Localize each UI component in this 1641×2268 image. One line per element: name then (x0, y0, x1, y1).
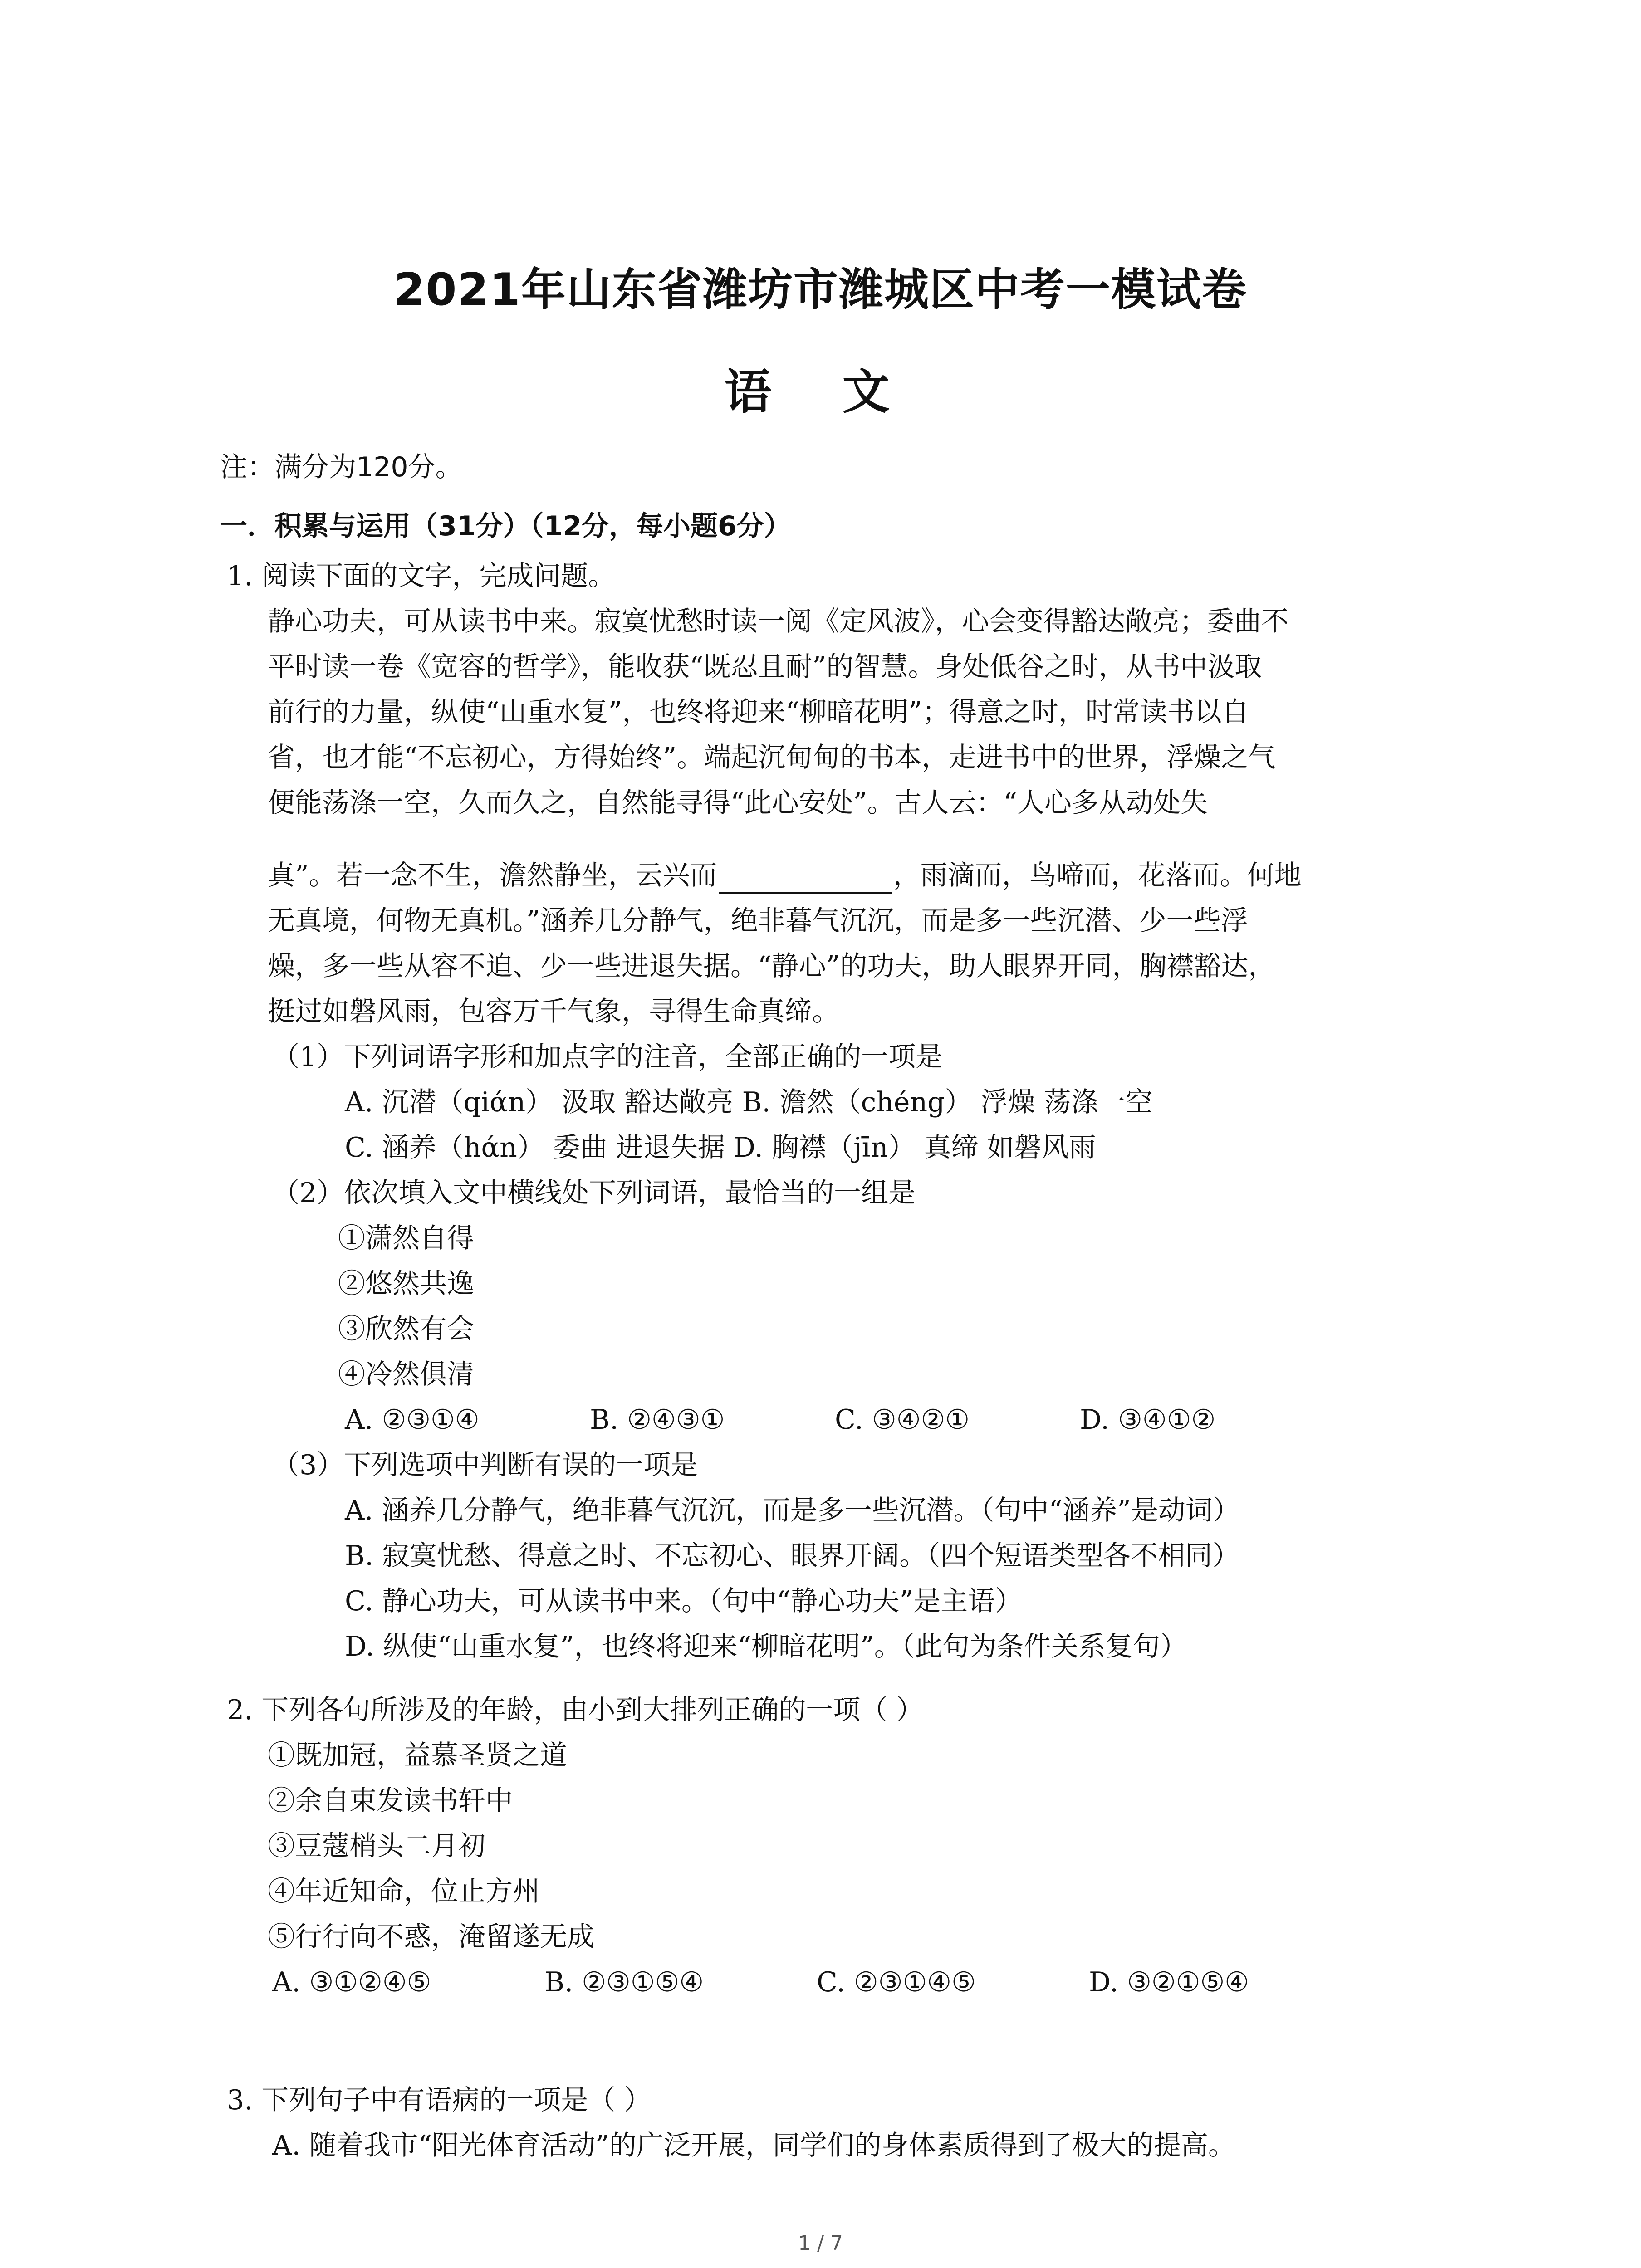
q1-passage-line: 燥，多一些从容不迫、少一些进退失据。“静心”的功夫，助人眼界开同，胸襟豁达， (268, 950, 1276, 982)
q1-passage-line: 静心功夫，可从读书中来。寂寞忧愁时读一阅《定风波》，心会变得豁达敞亮；委曲不 (268, 606, 1288, 637)
q1-sub2-option: D. ③④①② (1080, 1404, 1216, 1436)
passage-text-after-blank: ，雨滴而，鸟啼而，花落而。何地 (893, 860, 1302, 891)
q1-sub3-option: C. 静心功夫，可从读书中来。（句中“静心功夫”是主语） (345, 1585, 1023, 1617)
q2-item: ②余自束发读书轩中 (268, 1785, 513, 1817)
q1-sub2-item: ②悠然共逸 (338, 1268, 474, 1300)
q1-sub2-option: A. ②③①④ (345, 1404, 480, 1436)
q1-passage-line: 前行的力量，纵使“山重水复”，也终将迎来“柳暗花明”；得意之时，时常读书以自 (268, 696, 1249, 728)
q1-sub1-options-line: A. 沉潜（qiάn） 汲取 豁达敞亮 B. 澹然（chéng） 浮燥 荡涤一空 (345, 1086, 1153, 1118)
q2-option: A. ③①②④⑤ (272, 1966, 431, 1998)
q2-item: ③豆蔻梢头二月初 (268, 1830, 485, 1862)
q1-sub3-stem: （3）下列选项中判断有误的一项是 (272, 1449, 698, 1481)
q1-sub3-option: B. 寂寞忧愁、得意之时、不忘初心、眼界开阔。（四个短语类型各不相同） (345, 1540, 1240, 1572)
q2-item: ⑤行行向不惑，淹留遂无成 (268, 1921, 594, 1953)
q1-sub3-option: A. 涵养几分静气，绝非暮气沉沉，而是多一些沉潜。（句中“涵养”是动词） (345, 1495, 1240, 1526)
q1-passage-line: 挺过如磐风雨，包容万千气象，寻得生命真缔。 (268, 996, 839, 1027)
q1-passage-blank-line (268, 857, 1302, 894)
q1-sub2-option: C. ③④②① (835, 1404, 970, 1436)
q1-stem: 1. 阅读下面的文字，完成问题。 (227, 560, 616, 592)
section-heading: 一．积累与运用（31分）（12分，每小题6分） (220, 510, 791, 542)
q1-sub2-option: B. ②④③① (590, 1404, 725, 1436)
score-note: 注：满分为120分。 (220, 451, 463, 483)
q1-passage-line: 平时读一卷《宽容的哲学》，能收获“既忍且耐”的智慧。身处低谷之时，从书中汲取 (268, 651, 1262, 683)
q2-option: D. ③②①⑤④ (1089, 1966, 1249, 1998)
exam-title: 2021年山东省潍坊市潍城区中考一模试卷 (394, 264, 1247, 316)
q2-option: C. ②③①④⑤ (817, 1966, 976, 1998)
q1-sub2-stem: （2）依次填入文中横线处下列词语，最恰当的一组是 (272, 1177, 916, 1209)
q3-stem: 3. 下列句子中有语病的一项是（ ） (227, 2084, 652, 2116)
page-number: 1 / 7 (798, 2232, 843, 2255)
q2-item: ①既加冠，益慕圣贤之道 (268, 1740, 567, 1771)
fill-in-blank (719, 865, 892, 894)
q2-stem: 2. 下列各句所涉及的年龄，由小到大排列正确的一项（ ） (227, 1694, 924, 1726)
q1-passage-line: 无真境，何物无真机。”涵养几分静气，绝非暮气沉沉，而是多一些沉潜、少一些浮 (268, 905, 1248, 937)
passage-text-before-blank: 真”。若一念不生，澹然静坐，云兴而 (268, 860, 717, 891)
subject-title: 语 文 (724, 364, 917, 420)
q2-option: B. ②③①⑤④ (544, 1966, 704, 1998)
q3-option-a: A. 随着我市“阳光体育活动”的广泛开展，同学们的身体素质得到了极大的提高。 (272, 2130, 1235, 2161)
q1-passage-line: 省，也才能“不忘初心，方得始终”。端起沉甸甸的书本，走进书中的世界，浮燥之气 (268, 742, 1276, 773)
q1-sub3-option: D. 纵使“山重水复”，也终将迎来“柳暗花明”。（此句为条件关系复句） (345, 1631, 1187, 1662)
q1-sub1-stem: （1）下列词语字形和加点字的注音，全部正确的一项是 (272, 1041, 943, 1073)
q1-sub1-options-line: C. 涵养（hάn） 委曲 进退失据 D. 胸襟（jīn） 真缔 如磐风雨 (345, 1132, 1096, 1163)
q2-item: ④年近知命，位止方州 (268, 1876, 540, 1907)
q1-sub2-item: ①潇然自得 (338, 1222, 474, 1254)
q1-sub2-item: ④冷然俱清 (338, 1359, 474, 1390)
q1-passage-line: 便能荡涤一空，久而久之，自然能寻得“此心安处”。古人云：“人心多从动处失 (268, 787, 1208, 819)
q1-sub2-item: ③欣然有会 (338, 1313, 474, 1345)
